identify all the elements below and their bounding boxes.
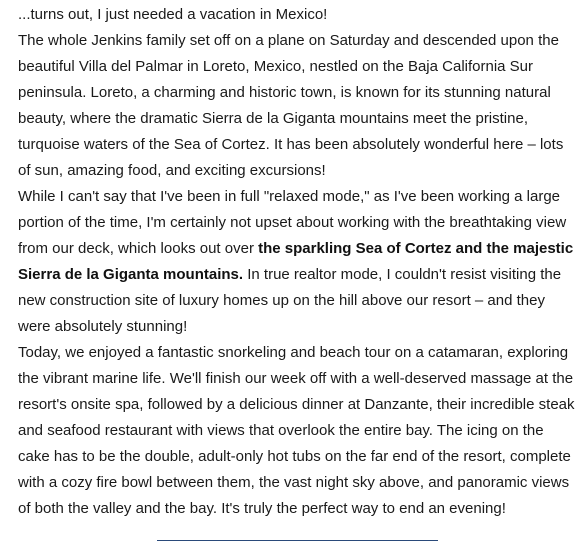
- paragraph-3: Today, we enjoyed a fantastic snorkeling and beach tour on a catamaran, exploring the vibrant marine life. We'll finish our week off with a well-deserved massage at the resort's onsite spa, followed by a delicious dinner at Danzante, their incredible steak and seafood restaurant with views that overlook the entire bay. The icing on the cake has to be the double, adult-only hot tubs on the far end of the resort, complete with a cozy fire bowl between them, the vast night sky above, and panoramic views of both the valley and the bay. It's truly the perfect way to end an evening!: [18, 344, 575, 517]
- section-divider: [157, 540, 438, 541]
- paragraph-2: [18, 184, 578, 340]
- paragraph-2-text-start: While I can't say that I've been in full "relaxed mode," as I've been working a large portion of the time, I'm certainly not upset about working with the breathtaking view from our deck, which looks out over: [18, 188, 567, 257]
- article-body: [18, 2, 578, 522]
- paragraph-2-bold-text: the sparkling Sea of Cortez and the majestic Sierra de la Giganta mountains.: [18, 240, 574, 283]
- intro-paragraph: ...turns out, I just needed a vacation in Mexico!: [18, 6, 328, 23]
- paragraph-2-text-end: In true realtor mode, I couldn't resist visiting the new construction site of luxury homes up on the hill above our resort – and they were absolutely stunning!: [18, 266, 562, 335]
- paragraph-1: The whole Jenkins family set off on a plane on Saturday and descended upon the beautiful Villa del Palmar in Loreto, Mexico, nestled on the Baja California Sur peninsula. Loreto, a charming and historic town, is known for its stunning natural beauty, where the dramatic Sierra de la Giganta mountains meet the pristine, turquoise waters of the Sea of Cortez. It has been absolutely wonderful here – lots of sun, amazing food, and exciting excursions!: [18, 32, 564, 179]
